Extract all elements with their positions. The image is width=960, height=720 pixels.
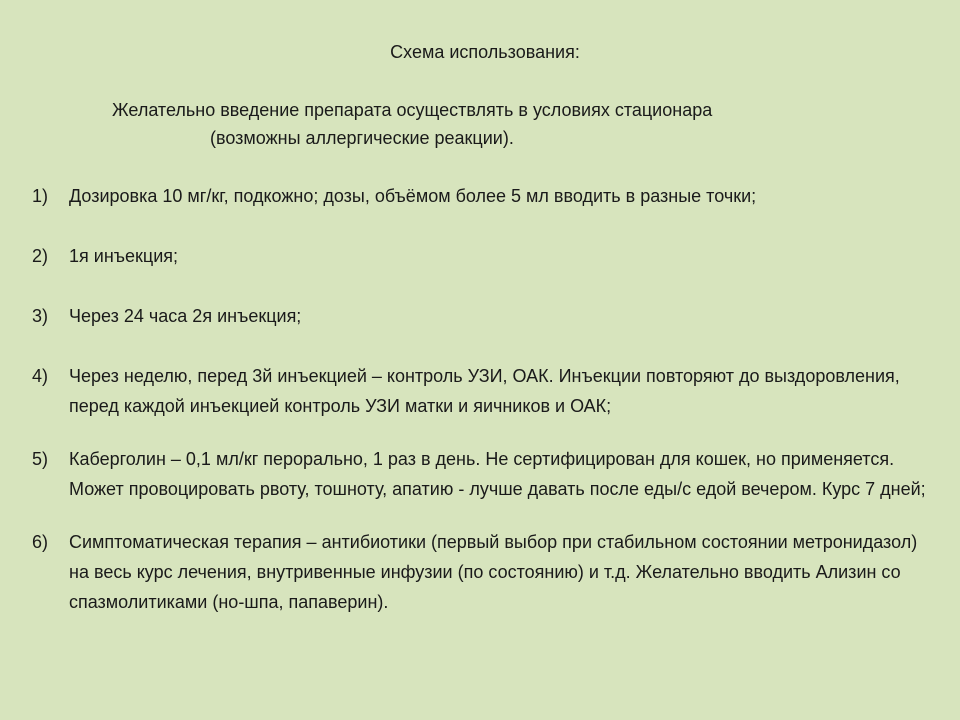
list-item-text: 1я инъекция; — [69, 246, 179, 266]
list-item-number: 1) — [32, 186, 49, 206]
list-item-text: Каберголин – 0,1 мл/кг перорально, 1 раз в день. Не сертифицирован для кошек, но применяется. Может провоцировать рвоту, тошноту, апатию - лучше давать после еды/с едой вечером. Курс 7 дней; — [69, 449, 926, 499]
list-item — [32, 181, 932, 211]
list-item-text: Дозировка 10 мг/кг, подкожно; дозы, объёмом более 5 мл вводить в разные точки; — [69, 186, 757, 206]
list-item — [32, 444, 932, 504]
slide-heading: Схема использования: — [390, 42, 580, 62]
list-item — [32, 361, 932, 421]
list-item-number: 5) — [32, 449, 49, 469]
intro-line-1: Желательно введение препарата осуществлять в условиях стационара — [112, 100, 713, 120]
intro-line-2: (возможны аллергические реакции). — [210, 128, 514, 148]
list-item-text: Симптоматическая терапия – антибиотики (первый выбор при стабильном состоянии метронидазол) на весь курс лечения, внутривенные инфузии (по состоянию) и т.д. Желательно вводить Ализин со спазмолитиками (но-шпа, папаверин). — [69, 532, 918, 612]
usage-steps-list — [32, 181, 932, 647]
intro-note — [112, 96, 712, 152]
list-item-number: 4) — [32, 366, 49, 386]
list-item-number: 6) — [32, 532, 49, 552]
list-item — [32, 527, 932, 617]
list-item-number: 2) — [32, 246, 49, 266]
list-item-text: Через 24 часа 2я инъекция; — [69, 306, 302, 326]
list-item — [32, 301, 932, 331]
list-item-number: 3) — [32, 306, 49, 326]
list-item-text: Через неделю, перед 3й инъекцией – контроль УЗИ, ОАК. Инъекции повторяют до выздоровления, перед каждой инъекцией контроль УЗИ матки и яичников и ОАК; — [69, 366, 900, 416]
list-item — [32, 241, 932, 271]
